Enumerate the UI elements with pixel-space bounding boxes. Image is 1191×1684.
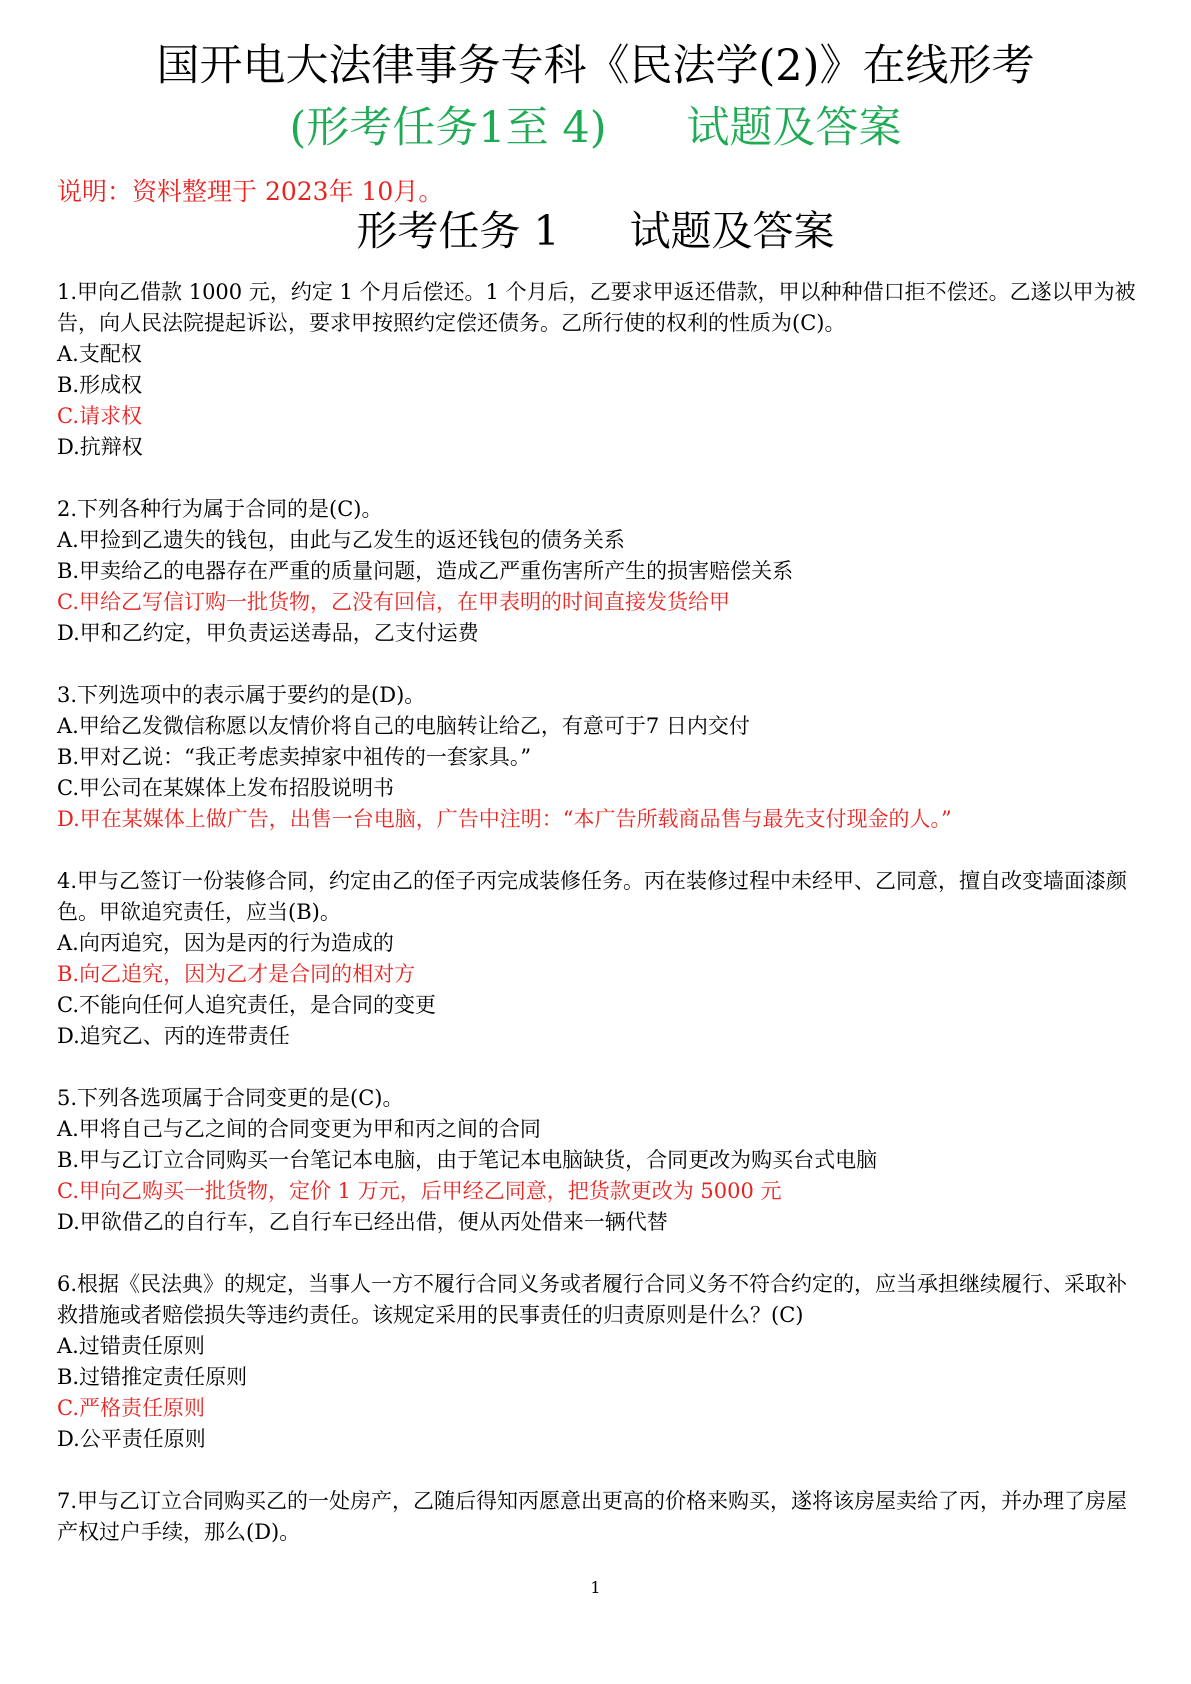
answer-option: A.过错责任原则 bbox=[57, 1334, 205, 1358]
question-item bbox=[57, 1269, 1137, 1455]
answer-option: D.甲和乙约定，甲负责运送毒品，乙支付运费 bbox=[57, 621, 479, 645]
answer-option: A.向丙追究，因为是丙的行为造成的 bbox=[57, 931, 394, 955]
question-stem: 2.下列各种行为属于合同的是(C)。 bbox=[57, 497, 383, 521]
answer-option: C.不能向任何人追究责任，是合同的变更 bbox=[57, 993, 436, 1017]
question-item bbox=[57, 1083, 1137, 1238]
answer-option: A.甲给乙发微信称愿以友情价将自己的电脑转让给乙，有意可于7 日内交付 bbox=[57, 714, 750, 738]
answer-option-correct: C.甲向乙购买一批货物，定价 1 万元，后甲经乙同意，把货款更改为 5000 元 bbox=[57, 1179, 782, 1203]
answer-option-correct: B.向乙追究，因为乙才是合同的相对方 bbox=[57, 962, 416, 986]
subtitle-range: (形考任务1至 4) bbox=[289, 103, 607, 153]
answer-option: B.形成权 bbox=[57, 373, 143, 397]
subtitle-answers: 试题及答案 bbox=[686, 103, 902, 153]
answer-option: D.公平责任原则 bbox=[57, 1427, 206, 1451]
answer-option-correct: D.甲在某媒体上做广告，出售一台电脑，广告中注明：“本广告所载商品售与最先支付现金的人。” bbox=[57, 807, 952, 831]
answer-option: B.甲卖给乙的电器存在严重的质量问题，造成乙严重伤害所产生的损害赔偿关系 bbox=[57, 559, 794, 583]
question-list bbox=[57, 277, 1137, 1579]
question-stem: 6.根据《民法典》的规定，当事人一方不履行合同义务或者履行合同义务不符合约定的，应当承担继续履行、采取补救措施或者赔偿损失等违约责任。该规定采用的民事责任的归责原则是什么？(C) bbox=[57, 1272, 1128, 1327]
answer-option: D.抗辩权 bbox=[57, 435, 143, 459]
page-number: 1 bbox=[590, 1578, 601, 1597]
answer-option: A.甲捡到乙遗失的钱包，由此与乙发生的返还钱包的债务关系 bbox=[57, 528, 625, 552]
document-title: 国开电大法律事务专科《民法学(2)》在线形考 bbox=[156, 41, 1035, 91]
answer-option: B.甲与乙订立合同购买一台笔记本电脑，由于笔记本电脑缺货，合同更改为购买台式电脑 bbox=[57, 1148, 878, 1172]
question-stem: 1.甲向乙借款 1000 元，约定 1 个月后偿还。1 个月后，乙要求甲返还借款，甲以种种借口拒不偿还。乙遂以甲为被告，向人民法院提起诉讼，要求甲按照约定偿还债务。乙所行使的权利的性质为(C)。 bbox=[57, 280, 1136, 335]
document-subtitle bbox=[0, 102, 1191, 154]
question-item bbox=[57, 680, 1137, 835]
question-stem: 5.下列各选项属于合同变更的是(C)。 bbox=[57, 1086, 404, 1110]
answer-option: B.甲对乙说：“我正考虑卖掉家中祖传的一套家具。” bbox=[57, 745, 532, 769]
answer-option-correct: C.请求权 bbox=[57, 404, 142, 428]
answer-option: C.甲公司在某媒体上发布招股说明书 bbox=[57, 776, 394, 800]
section-heading bbox=[0, 205, 1191, 257]
answer-option-correct: C.严格责任原则 bbox=[57, 1396, 205, 1420]
question-item bbox=[57, 277, 1137, 463]
question-stem: 4.甲与乙签订一份装修合同，约定由乙的侄子丙完成装修任务。丙在装修过程中未经甲、乙同意，擅自改变墙面漆颜色。甲欲追究责任，应当(B)。 bbox=[57, 869, 1128, 924]
section-heading-task: 形考任务 1 bbox=[356, 207, 560, 255]
answer-option: B.过错推定责任原则 bbox=[57, 1365, 248, 1389]
question-item bbox=[57, 866, 1137, 1052]
question-stem: 7.甲与乙订立合同购买乙的一处房产，乙随后得知丙愿意出更高的价格来购买，遂将该房屋卖给了丙，并办理了房屋产权过户手续，那么(D)。 bbox=[57, 1489, 1128, 1544]
answer-option: A.甲将自己与乙之间的合同变更为甲和丙之间的合同 bbox=[57, 1117, 541, 1141]
answer-option: A.支配权 bbox=[57, 342, 142, 366]
question-stem: 3.下列选项中的表示属于要约的是(D)。 bbox=[57, 683, 426, 707]
question-item bbox=[57, 494, 1137, 649]
answer-option-correct: C.甲给乙写信订购一批货物，乙没有回信，在甲表明的时间直接发货给甲 bbox=[57, 590, 730, 614]
answer-option: D.甲欲借乙的自行车，乙自行车已经出借，便从丙处借来一辆代替 bbox=[57, 1210, 668, 1234]
document-note: 说明：资料整理于 2023年 10月。 bbox=[57, 177, 444, 206]
section-heading-answers: 试题及答案 bbox=[629, 207, 835, 255]
answer-option: D.追究乙、丙的连带责任 bbox=[57, 1024, 290, 1048]
question-item bbox=[57, 1486, 1137, 1548]
